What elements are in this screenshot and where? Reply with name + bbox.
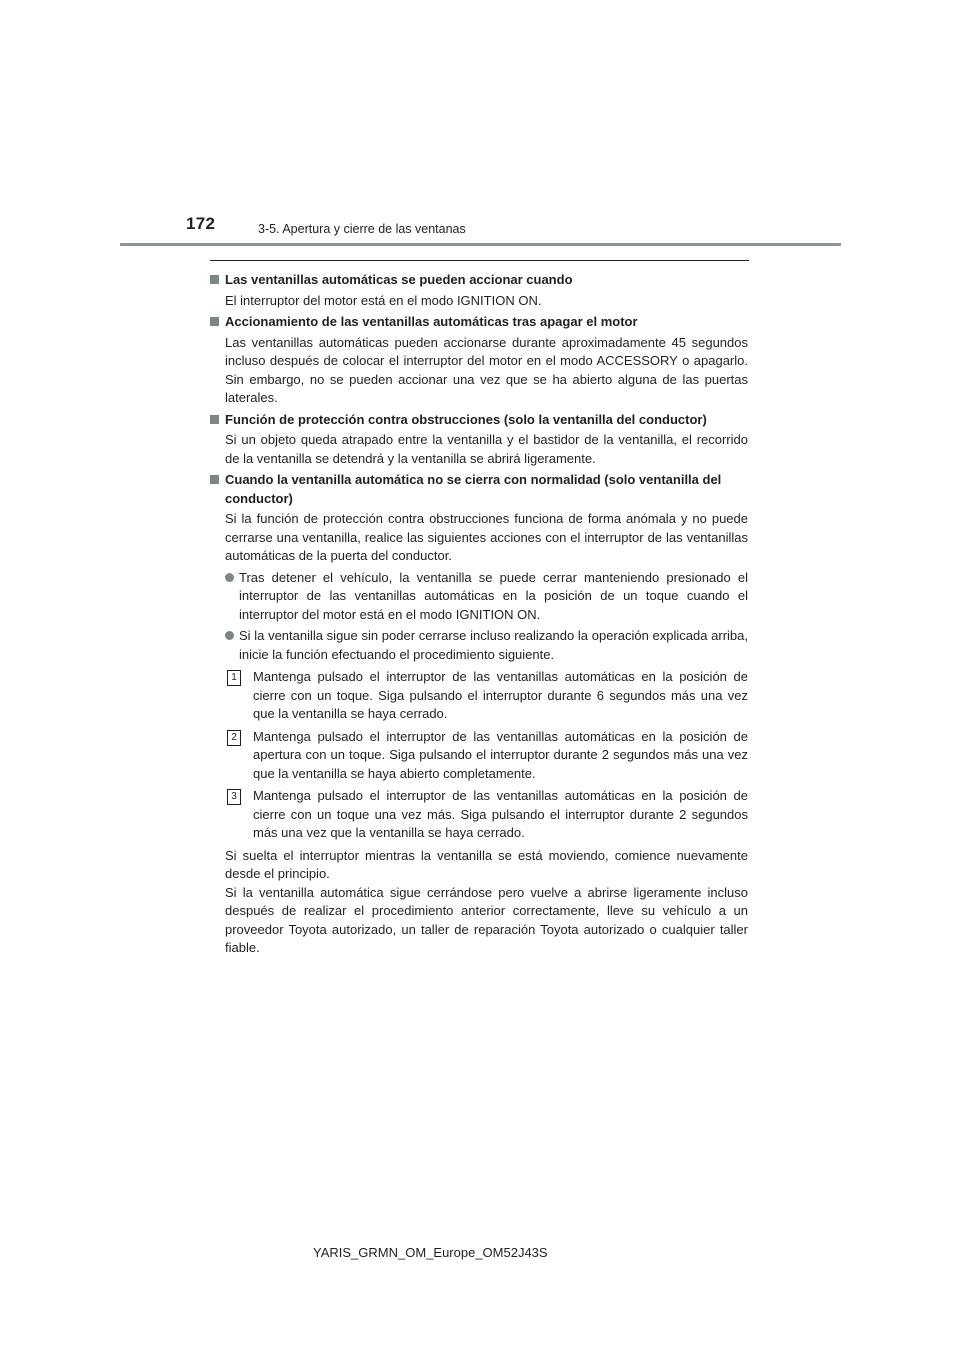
- closing-text: Si la ventanilla automática sigue cerrándose pero vuelve a abrirse ligeramente incluso después de realizar el procedimiento anterior correctamente, lleve su vehículo a un proveedor Toyota autorizado, un taller de reparación Toyota autorizado o cualquier taller fiable.: [225, 884, 748, 955]
- square-bullet-icon: [210, 275, 219, 284]
- section-heading: Cuando la ventanilla automática no se cierra con normalidad (solo ventanilla del conductor): [210, 471, 748, 508]
- footer-doc-code: YARIS_GRMN_OM_Europe_OM52J43S: [313, 1245, 548, 1260]
- step-number-badge: 1: [227, 670, 241, 686]
- step-item: 2 Mantenga pulsado el interruptor de las ventanillas automáticas en la posición de apertura con un toque. Siga pulsando el interruptor durante 2 segundos más una vez que la ventanilla se haya abierto completamente.: [227, 728, 748, 784]
- page-content: [210, 268, 748, 958]
- square-bullet-icon: [210, 415, 219, 424]
- round-bullet-icon: [225, 573, 234, 582]
- header-divider: [120, 243, 841, 246]
- square-bullet-icon: [210, 317, 219, 326]
- round-bullet-icon: [225, 631, 234, 640]
- section-title: 3-5. Apertura y cierre de las ventanas: [258, 222, 466, 236]
- closing-note: [225, 847, 748, 958]
- section-text: El interruptor del motor está en el modo IGNITION ON.: [225, 292, 542, 308]
- step-item: 3 Mantenga pulsado el interruptor de las ventanillas automáticas en la posición de cierre con un toque una vez más. Siga pulsando el interruptor durante 2 segundos más una vez que la ventanilla se haya cerrado.: [227, 787, 748, 843]
- section-text: Si la función de protección contra obstrucciones funciona de forma anómala y no puede cerrarse una ventanilla, realice las siguientes acciones con el interruptor de las ventanillas automáticas de la puerta del conductor.: [225, 511, 748, 563]
- section-heading: Función de protección contra obstrucciones (solo la ventanilla del conductor): [210, 411, 748, 430]
- section-heading: Las ventanillas automáticas se pueden accionar cuando: [210, 271, 748, 290]
- square-bullet-icon: [210, 475, 219, 484]
- content-divider: [210, 260, 749, 261]
- page-number: 172: [186, 214, 216, 233]
- step-item: 1 Mantenga pulsado el interruptor de las ventanillas automáticas en la posición de cierre con un toque. Siga pulsando el interruptor durante 6 segundos más una vez que la ventanilla se haya cerrado.: [227, 668, 748, 724]
- section-heading: Accionamiento de las ventanillas automáticas tras apagar el motor: [210, 313, 748, 332]
- bullet-item: Si la ventanilla sigue sin poder cerrarse incluso realizando la operación explicada arriba, inicie la función efectuando el procedimiento siguiente.: [225, 627, 748, 664]
- section-text: Las ventanillas automáticas pueden accionarse durante aproximadamente 45 segundos incluso después de colocar el interruptor del motor en el modo ACCESSORY o apagarlo. Sin embargo, no se pueden accionar una vez que se ha abierto alguna de las puertas laterales.: [225, 334, 748, 405]
- section-text: Si un objeto queda atrapado entre la ventanilla y el bastidor de la ventanilla, el recorrido de la ventanilla se detendrá y la ventanilla se abrirá ligeramente.: [225, 432, 748, 466]
- bullet-item: Tras detener el vehículo, la ventanilla se puede cerrar manteniendo presionado el interruptor de las ventanillas automáticas en la posición de un toque cuando el interruptor del motor está en el modo IGNITION ON.: [225, 569, 748, 625]
- step-number-badge: 3: [227, 789, 241, 805]
- closing-text: Si suelta el interruptor mientras la ventanilla se está moviendo, comience nuevamente desde el principio.: [225, 847, 748, 881]
- step-number-badge: 2: [227, 730, 241, 746]
